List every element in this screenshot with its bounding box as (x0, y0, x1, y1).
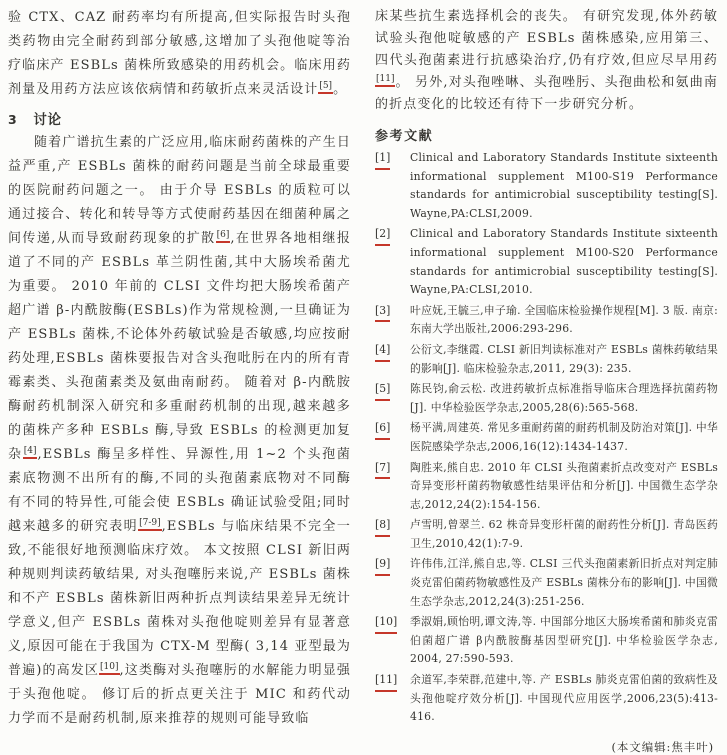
citation-ref-7-9[interactable]: [7-9] (138, 518, 162, 531)
section-heading-discussion (8, 108, 351, 128)
continuation-paragraph (8, 6, 351, 102)
reference-number[interactable]: [4] (375, 341, 390, 362)
reference-item (375, 419, 718, 456)
reference-item (375, 149, 718, 223)
reference-text: Clinical and Laboratory Standards Institute sixteenth informational supplement M100-S19 Performance standards for antimicrobial susceptibility testing[S]. Wayne,PA:CLSI,2009. (410, 151, 718, 220)
reference-item (375, 380, 718, 417)
reference-list (375, 149, 718, 727)
text-run: 验 CTX、CAZ 耐药率均有所提高,但实际报告时头孢类药物由完全耐药到部分敏感,这增加了头孢他啶等治疗临床产 ESBLs 菌株所致感染的用药机会。临床用药剂量及用药方法应该依病情和药敏折点来灵活设计 (8, 10, 351, 97)
text-run: ,ESBLs 与临床结果不完全一致,不能很好地预测临床疗效。 本文按照 CLSI 新旧两种规则判读药敏结果, 对头孢噻肟来说,产 ESBLs 菌株和不产 ESBLs 菌株新旧两种折点判读结果差异无统计学意义,但产 ESBLs 菌株对头孢他啶则差异有显著意义,原因可能在于我国为 CTX-M 型酶( 3,14 亚型最为普遍)的高发区 (8, 519, 351, 678)
citation-ref-10[interactable]: [10] (99, 662, 119, 675)
reference-text: 季淑娟,顾怡明,谭文涛,等. 中国部分地区大肠埃希菌和肺炎克雷伯菌超广谱 β内酰胺酶基因型研究[J]. 中华检验医学杂志, 2004, 27:590-593. (410, 615, 718, 666)
reference-number[interactable]: [5] (375, 380, 390, 401)
editor-note: (本文编辑:焦丰叶) (611, 739, 714, 754)
reference-item (375, 613, 718, 669)
references-heading: 参考文献 (375, 129, 434, 144)
section-title: 讨论 (33, 112, 62, 128)
reference-item (375, 516, 718, 553)
reference-number[interactable]: [7] (375, 459, 390, 480)
reference-number[interactable]: [3] (375, 302, 390, 323)
reference-number[interactable]: [11] (375, 671, 397, 692)
reference-number[interactable]: [8] (375, 516, 390, 537)
reference-item (375, 555, 718, 611)
reference-text: 公衍文,李继霞. CLSI 新旧判读标准对产 ESBLs 菌株药敏结果的影响[J]. 临床检验杂志,2011, 29(3): 235. (410, 342, 718, 375)
text-run: 。 另外,对头孢唑啉、头孢唑肟、头孢曲松和氨曲南的折点变化的比较还有待下一步研究分析。 (375, 75, 718, 112)
citation-ref-6[interactable]: [6] (216, 230, 231, 243)
reference-item (375, 341, 718, 378)
discussion-paragraph (8, 131, 351, 731)
reference-item (375, 671, 718, 727)
reference-item (375, 459, 718, 515)
citation-ref-11[interactable]: [11] (375, 74, 395, 87)
citation-ref-4[interactable]: [4] (23, 446, 38, 459)
text-run: ,这类酶对头孢噻肟的水解能力明显强于头孢他啶。 修订后的折点更关注于 MIC 和药代动力学而不是耐药机制,原来推荐的规则可能导致临 (8, 663, 351, 726)
text-run: 。 (333, 82, 348, 97)
reference-text: 卢雪明,曾翠兰. 62 株奇异变形杆菌的耐药性分析[J]. 青岛医药卫生,2010,42(1):7-9. (410, 518, 718, 550)
citation-ref-5[interactable]: [5] (318, 81, 333, 94)
text-run: ,ESBLs 酶呈多样性、异源性,用 1~2 个头孢菌素底物测不出所有的酶,不同的头孢菌素底物对不同酶有不同的特异性,可能会使 ESBLs 确证试验受阻;同时越来越多的研究表明 (8, 447, 351, 534)
section-number: 3 (8, 112, 18, 127)
reference-number[interactable]: [2] (375, 225, 390, 246)
left-column (8, 6, 351, 750)
text-run: ,在世界各地相继报道了不同的产 ESBLs 革兰阴性菌,其中大肠埃希菌尤为重要。 2010 年前的 CLSI 文件均把大肠埃希菌产超广谱 β-内酰胺酶(ESBLs)作为常规检测,一旦确证为产 ESBLs 菌株,不论体外药敏试验是否敏感,均应按耐药处理,ESBLs 菌株要报告对含头孢吡肟在内的所有青霉素类、头孢菌素类及氨曲南耐药。 随着对 β-内酰胺酶耐药机制深入研究和多重耐药机制的出现,越来越多的菌株产多种 ESBLs 酶,导致 ESBLs 的检测更加复杂 (8, 231, 351, 462)
reference-text: 陶胜来,熊自忠. 2010 年 CLSI 头孢菌素折点改变对产 ESBLs 奇异变形杆菌药物敏感性结果评估和分析[J]. 中国微生态学杂志,2012,24(2):154-156. (410, 460, 718, 511)
reference-text: 许伟伟,江洋,熊自忠,等. CLSI 三代头孢菌素新旧折点对判定肺炎克雷伯菌药物敏感性及产 ESBLs 菌株分布的影响[J]. 中国微生态学杂志,2012,24(3):251-256. (410, 557, 718, 608)
reference-number[interactable]: [1] (375, 149, 390, 170)
reference-item (375, 225, 718, 299)
reference-text: 叶应妩,王毓三,申子瑜. 全国临床检验操作规程[M]. 3 版. 南京:东南大学出版社,2006:293-296. (410, 303, 718, 336)
reference-text: 余道军,李荣群,范建中,等. 产 ESBLs 肺炎克雷伯菌的致病性及头孢他啶疗效分析[J]. 中国现代应用医学,2006,23(5):413-416. (410, 673, 718, 724)
reference-number[interactable]: [9] (375, 555, 390, 576)
reference-text: 陈民钧,俞云松. 改进药敏折点标准指导临床合理选择抗菌药物[J]. 中华检验医学杂志,2005,28(6):565-568. (410, 382, 718, 414)
reference-text: 杨平满,周建英. 常见多重耐药菌的耐药机制及防治对策[J]. 中华医院感染学杂志,2006,16(12):1434-1437. (410, 421, 718, 453)
reference-text: Clinical and Laboratory Standards Institute sixteenth informational supplement M100-S20 Performance standards for antimicrobial susceptibility testing[S]. Wayne,PA:CLSI,2010. (410, 227, 718, 297)
continuation-paragraph-right (375, 6, 718, 116)
right-column (375, 6, 718, 754)
reference-number[interactable]: [10] (375, 613, 397, 634)
text-run: 床某些抗生素选择机会的丧失。 有研究发现,体外药敏试验头孢他啶敏感的产 ESBLs 菌株感染,应用第三、四代头孢菌素进行抗感染治疗,仍有疗效,但应尽早用药 (375, 9, 718, 68)
reference-item (375, 302, 718, 339)
text-run: 随着广谱抗生素的广泛应用,临床耐药菌株的产生日益严重,产 ESBLs 菌株的耐药问题是当前全球最重要的医院耐药问题之一。 由于介导 ESBLs 的质粒可以通过接合、转化和转导等方式使耐药基因在细菌种属之间传递,从而导致耐药现象的扩散 (8, 135, 351, 246)
reference-number[interactable]: [6] (375, 419, 390, 440)
